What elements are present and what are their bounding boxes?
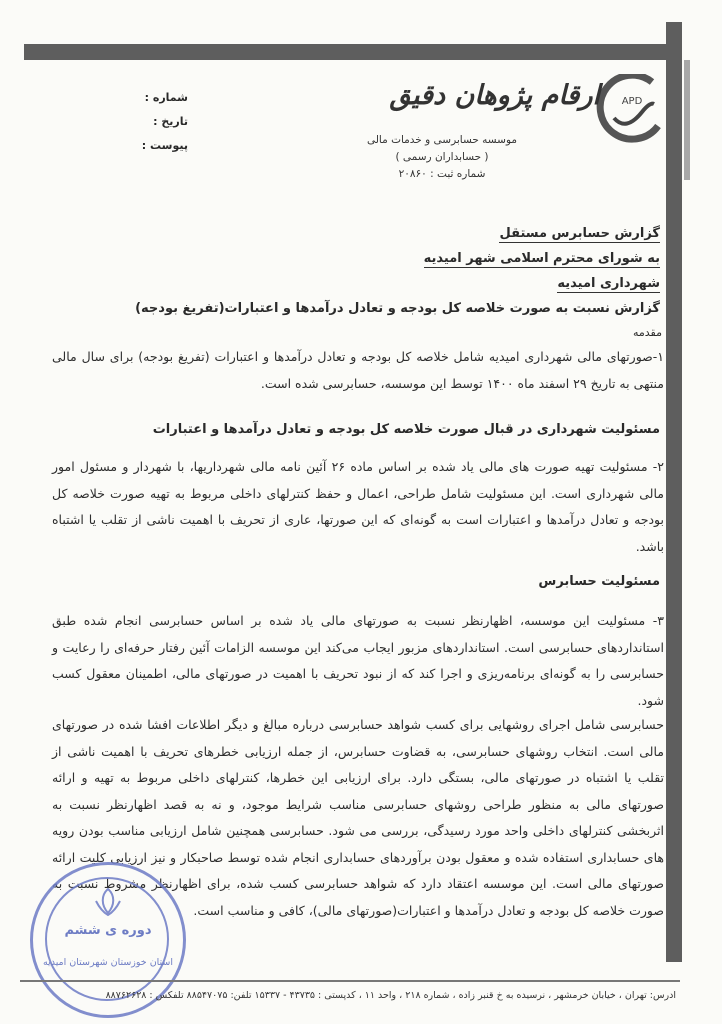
letterhead-top-bar [24, 44, 674, 60]
logo-text: APD [621, 96, 643, 107]
letterhead-side-bar [666, 22, 682, 962]
brand-registration: شماره ثبت : ۲۰۸۶۰ [398, 168, 486, 180]
company-logo [592, 74, 666, 146]
report-title: گزارش حسابرس مستقل [499, 226, 660, 241]
footer-address: آدرس: تهران ، خیابان خرمشهر ، نرسیده به خ قنبر زاده ، شماره ۲۱۸ ، واحد ۱۱ ، کدپستی : ۴۳۷۳۵ - ۱۵۳۳۷ تلفن: ۸۸۵۴۷۰۷۵ تلفکس : ۸۸۷۶۲۶۲۸ [105, 990, 676, 1001]
report-subject: گزارش نسبت به صورت خلاصه کل بودجه و تعادل درآمدها و اعتبارات(تفریغ بودجه) [135, 301, 660, 316]
footer-divider [20, 980, 680, 982]
stamp-line-1: دوره ی ششم [64, 923, 152, 938]
addressee: به شورای محترم اسلامی شهر امیدیه [423, 251, 660, 266]
document-meta [112, 86, 188, 158]
entity-name: شهرداری امیدیه [557, 276, 660, 291]
section-municipality-heading: مسئولیت شهرداری در قبال صورت خلاصه کل بودجه و تعادل درآمدها و اعتبارات [152, 422, 660, 437]
letterhead-side-accent [684, 60, 690, 180]
section-auditor-heading: مسئولیت حسابرس [538, 574, 660, 589]
brand-details [312, 132, 572, 183]
paragraph-1: ۱-صورتهای مالی شهرداری امیدیه شامل خلاصه کل بودجه و تعادل درآمدها و اعتبارات (تفریغ بودجه) برای سال مالی منتهی به تاریخ ۲۹ اسفند ماه ۱۴۰۰ توسط این موسسه، حسابرسی شده است. [52, 349, 664, 391]
attachment-label: پیوست : [141, 139, 188, 152]
brand-certified: ( حسابداران رسمی ) [395, 151, 489, 163]
paragraph-3: ۳- مسئولیت این موسسه، اظهارنظر نسبت به صورتهای مالی یاد شده بر اساس حسابرسی انجام شده طبق استانداردهای حسابرسی است. استانداردهای مزبور ایجاب می‌کند این موسسه الزامات آئین رفتار حرفه‌ای را رعایت و حسابرسی را به گونه‌ای برنامه‌ریزی و اجرا کند که از نبود تحریف با اهمیت در صورتهای مالی، اطمینان معقول کسب شود. [52, 613, 664, 708]
stamp-line-2: استان خوزستان شهرستان امیدیه [42, 957, 174, 968]
emblem-icon [91, 887, 125, 917]
date-label: تاریخ : [153, 115, 188, 128]
intro-label: مقدمه [632, 326, 662, 339]
number-label: شماره : [144, 91, 188, 104]
paragraph-2: ۲- مسئولیت تهیه صورت های مالی یاد شده بر اساس ماده ۲۶ آئین نامه مالی شهرداریها، با شهردار و مسئول امور مالی شهرداری است. این مسئولیت شامل طراحی، اعمال و حفظ کنترلهای داخلی مربوط به تهیه صورت خلاصه کل بودجه و تعادل درآمدها و اعتبارات است به گونه‌ای که این صورتها، عاری از تحریف با اهمیت ناشی از تقلب یا اشتباه باشد. [52, 459, 665, 554]
brand-subtitle: موسسه حسابرسی و خدمات مالی [366, 134, 518, 146]
brand-name: ارقام پژوهان دقیق [389, 80, 600, 111]
paragraph-4: حسابرسی شامل اجرای روشهایی برای کسب شواهد حسابرسی درباره مبالغ و دیگر اطلاعات افشا شده در صورتهای مالی است. انتخاب روشهای حسابرسی، به قضاوت حسابرس، از جمله ارزیابی خطرهای تحریف با اهمیت ناشی از تقلب یا اشتباه در صورتهای مالی، بستگی دارد. برای ارزیابی این خطرها، کنترلهای داخلی مربوط به تهیه و ارائه صورتهای مالی به منظور طراحی روشهای حسابرسی مناسب شرایط موجود، و نه به قصد اظهارنظر نسبت به اثربخشی کنترلهای داخلی واحد مورد رسیدگی، بررسی می شود. حسابرسی همچنین شامل ارزیابی مناسب بودن رویه های حسابداری استفاده شده و معقول بودن برآوردهای حسابداری انجام شده توسط صاحبکار و نیز ارزیابی کلیت ارائه صورتهای مالی است. این موسسه اعتقاد دارد که شواهد حسابرسی کسب شده، برای اظهارنظر مشروط نسبت به صورت خلاصه کل بودجه و تعادل درآمدها و اعتبارات(صورتهای مالی)، کافی و مناسب است. [52, 717, 664, 918]
